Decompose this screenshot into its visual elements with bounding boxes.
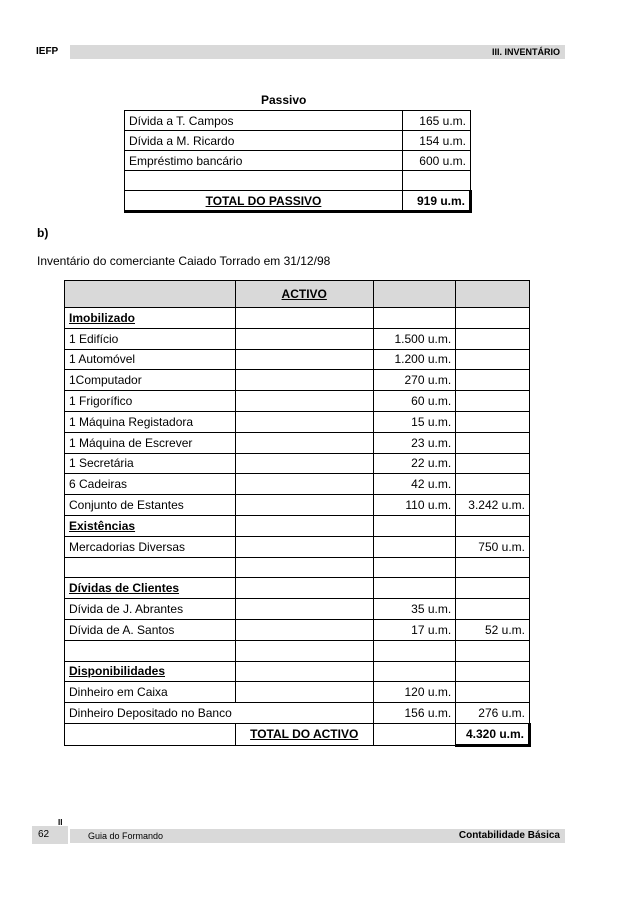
item-label: 1 Frigorífico xyxy=(65,391,236,412)
subtotal-cell: 3.242 u.m. xyxy=(456,495,530,516)
item-label: 1 Edifício xyxy=(65,328,236,349)
section-heading: Imobilizado xyxy=(65,308,236,329)
passivo-label: Dívida a T. Campos xyxy=(125,111,403,131)
value-cell: 35 u.m. xyxy=(373,599,455,620)
value-cell: 110 u.m. xyxy=(373,495,455,516)
cell xyxy=(235,432,373,453)
table-row xyxy=(125,151,471,171)
subtotal-cell: 750 u.m. xyxy=(456,536,530,557)
value-cell: 15 u.m. xyxy=(373,411,455,432)
section-heading: Disponibilidades xyxy=(65,661,236,682)
subtotal-cell: 52 u.m. xyxy=(456,619,530,640)
cell xyxy=(235,536,373,557)
value-cell xyxy=(373,515,455,536)
passivo-value: 154 u.m. xyxy=(403,131,471,151)
cell xyxy=(235,619,373,640)
activo-header-row xyxy=(65,281,530,308)
value-cell: 1.500 u.m. xyxy=(373,328,455,349)
cell xyxy=(65,723,236,745)
value-cell xyxy=(373,536,455,557)
subtotal-cell xyxy=(456,557,530,578)
activo-header: ACTIVO xyxy=(235,281,373,308)
table-row xyxy=(65,349,530,370)
value-cell: 22 u.m. xyxy=(373,453,455,474)
subtotal-cell xyxy=(456,578,530,599)
subtotal-cell: 276 u.m. xyxy=(456,703,530,724)
table-row xyxy=(65,619,530,640)
subtotal-cell xyxy=(456,453,530,474)
cell xyxy=(235,308,373,329)
subtotal-cell xyxy=(456,661,530,682)
cell xyxy=(235,495,373,516)
item-label: 1 Secretária xyxy=(65,453,236,474)
table-row xyxy=(65,370,530,391)
cell xyxy=(235,453,373,474)
subtotal-cell xyxy=(456,391,530,412)
value-cell xyxy=(373,640,455,661)
table-row xyxy=(65,495,530,516)
cell xyxy=(235,557,373,578)
header-right: III. INVENTÁRIO xyxy=(491,47,560,57)
item-label: 1 Automóvel xyxy=(65,349,236,370)
cell xyxy=(235,515,373,536)
table-row xyxy=(65,536,530,557)
header-cell xyxy=(65,281,236,308)
value-cell: 23 u.m. xyxy=(373,432,455,453)
cell xyxy=(235,599,373,620)
value-cell: 60 u.m. xyxy=(373,391,455,412)
value-cell: 1.200 u.m. xyxy=(373,349,455,370)
table-row xyxy=(65,391,530,412)
table-row xyxy=(65,557,530,578)
table-row xyxy=(65,703,530,724)
subtotal-cell xyxy=(456,370,530,391)
value-cell xyxy=(373,557,455,578)
subtotal-cell xyxy=(456,682,530,703)
item-label xyxy=(65,557,236,578)
cell xyxy=(235,578,373,599)
passivo-title: Passivo xyxy=(261,93,307,107)
cell xyxy=(235,411,373,432)
subtotal-cell xyxy=(456,432,530,453)
table-row xyxy=(65,411,530,432)
activo-table xyxy=(64,280,531,747)
item-label xyxy=(65,640,236,661)
table-row xyxy=(65,308,530,329)
footer-guide: Guia do Formando xyxy=(88,831,164,841)
item-label: Mercadorias Diversas xyxy=(65,536,236,557)
item-label: 6 Cadeiras xyxy=(65,474,236,495)
passivo-total-label: TOTAL DO PASSIVO xyxy=(125,191,403,212)
cell xyxy=(235,661,373,682)
table-row xyxy=(125,131,471,151)
inventory-subtitle: Inventário do comerciante Caiado Torrado em 31/12/98 xyxy=(37,254,331,268)
item-label: Dívida de A. Santos xyxy=(65,619,236,640)
subtotal-cell xyxy=(456,599,530,620)
footer-mark: II xyxy=(58,818,63,827)
footer-right: Contabilidade Básica xyxy=(458,830,560,841)
cell xyxy=(235,349,373,370)
table-row xyxy=(65,640,530,661)
cell xyxy=(235,391,373,412)
passivo-value: 600 u.m. xyxy=(403,151,471,171)
item-label: Conjunto de Estantes xyxy=(65,495,236,516)
subtotal-cell xyxy=(456,349,530,370)
cell xyxy=(235,474,373,495)
passivo-table xyxy=(124,110,472,213)
header-cell xyxy=(456,281,530,308)
subtotal-cell xyxy=(456,474,530,495)
table-row xyxy=(65,599,530,620)
passivo-label: Empréstimo bancário xyxy=(125,151,403,171)
section-b-label: b) xyxy=(37,226,49,240)
passivo-value: 165 u.m. xyxy=(403,111,471,131)
page-number: 62 xyxy=(38,829,50,840)
value-cell: 17 u.m. xyxy=(373,619,455,640)
table-row xyxy=(125,111,471,131)
table-row xyxy=(65,453,530,474)
subtotal-cell xyxy=(456,640,530,661)
activo-total-label: TOTAL DO ACTIVO xyxy=(235,723,373,745)
header-left: IEFP xyxy=(36,46,59,57)
item-label: 1 Máquina Registadora xyxy=(65,411,236,432)
cell xyxy=(235,370,373,391)
value-cell: 42 u.m. xyxy=(373,474,455,495)
table-row xyxy=(65,474,530,495)
subtotal-cell xyxy=(456,515,530,536)
table-row xyxy=(65,578,530,599)
item-label: Dívida de J. Abrantes xyxy=(65,599,236,620)
item-label: Dinheiro em Caixa xyxy=(65,682,236,703)
section-heading: Existências xyxy=(65,515,236,536)
header-band xyxy=(70,45,565,59)
value-cell: 120 u.m. xyxy=(373,682,455,703)
cell xyxy=(235,640,373,661)
header-cell xyxy=(373,281,455,308)
cell xyxy=(235,682,373,703)
passivo-total-row xyxy=(125,191,471,212)
cell xyxy=(373,723,455,745)
value-cell xyxy=(373,661,455,682)
value-cell xyxy=(373,308,455,329)
section-heading: Dívidas de Clientes xyxy=(65,578,236,599)
item-label: 1Computador xyxy=(65,370,236,391)
table-row xyxy=(65,432,530,453)
table-row xyxy=(65,661,530,682)
passivo-total-value: 919 u.m. xyxy=(403,191,471,212)
table-row xyxy=(125,171,471,191)
cell xyxy=(235,328,373,349)
passivo-value xyxy=(403,171,471,191)
item-label: 1 Máquina de Escrever xyxy=(65,432,236,453)
value-cell: 270 u.m. xyxy=(373,370,455,391)
activo-total-row xyxy=(65,723,530,745)
subtotal-cell xyxy=(456,308,530,329)
value-cell: 156 u.m. xyxy=(373,703,455,724)
item-label: Dinheiro Depositado no Banco xyxy=(65,703,374,724)
value-cell xyxy=(373,578,455,599)
subtotal-cell xyxy=(456,328,530,349)
activo-total-value: 4.320 u.m. xyxy=(456,723,530,745)
table-row xyxy=(65,682,530,703)
passivo-label: Dívida a M. Ricardo xyxy=(125,131,403,151)
subtotal-cell xyxy=(456,411,530,432)
table-row xyxy=(65,328,530,349)
passivo-label xyxy=(125,171,403,191)
table-row xyxy=(65,515,530,536)
